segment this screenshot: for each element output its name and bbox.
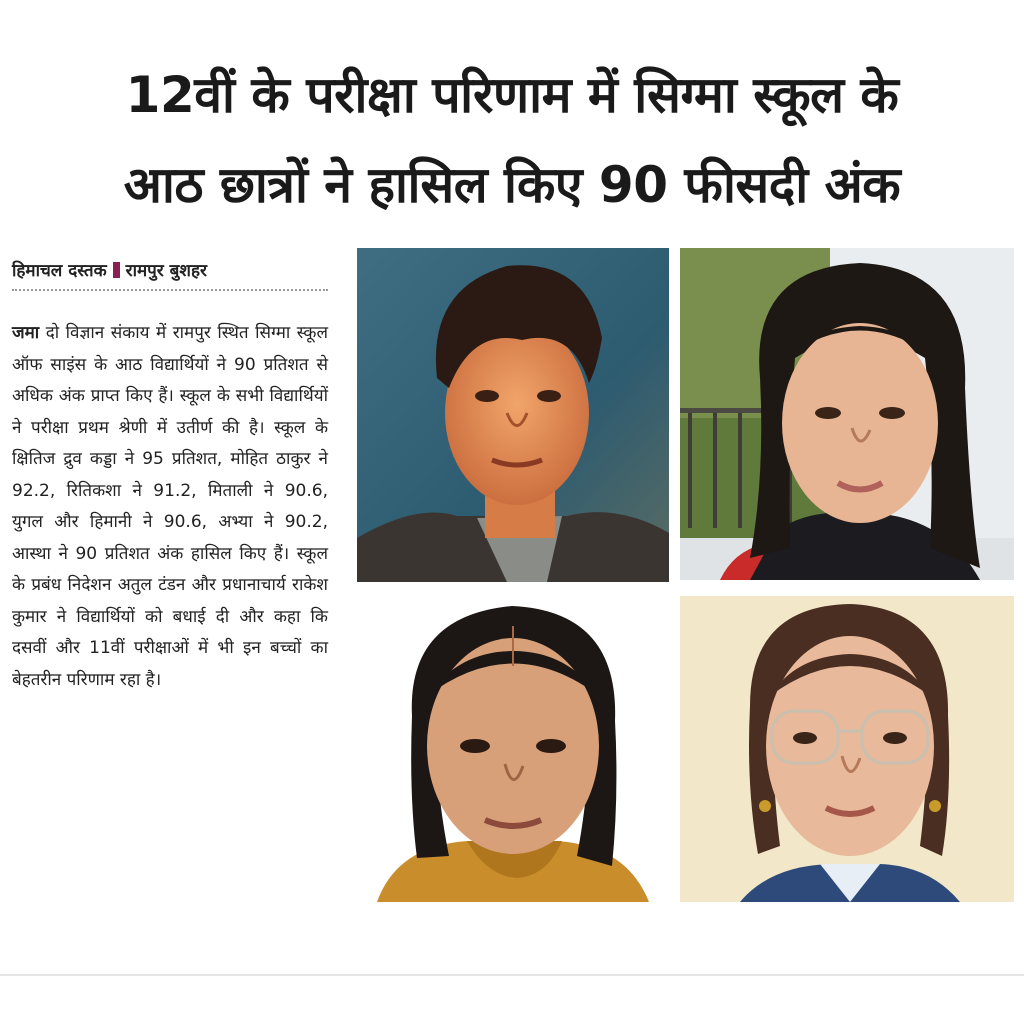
student-photo-1	[357, 248, 669, 582]
student-photo-4	[680, 596, 1014, 902]
lead-word: जमा	[12, 323, 40, 343]
dateline	[12, 258, 328, 291]
dateline-separator	[113, 262, 120, 278]
student-photo-3	[357, 596, 669, 902]
location: रामपुर बुशहर	[125, 261, 207, 281]
headline-line-1: 12वीं के परीक्षा परिणाम में सिग्मा स्कूल के	[125, 66, 899, 124]
article-body	[12, 318, 328, 696]
headline	[14, 50, 1010, 230]
article-body-text: दो विज्ञान संकाय में रामपुर स्थित सिग्मा स्कूल ऑफ साइंस के आठ विद्यार्थियों ने 90 प्रतिशत से अधिक अंक प्राप्त किए हैं। स्कूल के सभी विद्यार्थियों ने परीक्षा प्रथम श्रेणी में उतीर्ण की है। स्कूल के क्षितिज द्रुव कड्डा ने 95 प्रतिशत, मोहित ठाकुर ने 92.2, रितिकशा ने 91.2, मिताली ने 90.6, युगल और हिमानी ने 90.6, अभ्या ने 90.2, आस्था ने 90 प्रतिशत अंक हासिल किए हैं। स्कूल के प्रबंध निदेशन अतुल टंडन और प्रधानाचार्य राकेश कुमार ने विद्यार्थियों को बधाई दी और कहा कि दसवीं और 11वीं परीक्षाओं में भी इन बच्चों का बेहतरीन परिणाम रहा है।	[12, 323, 329, 690]
headline-line-2: आठ छात्रों ने हासिल किए 90 फीसदी अंक	[123, 156, 901, 214]
source-name: हिमाचल दस्तक	[12, 261, 107, 281]
student-photo-2	[680, 248, 1014, 580]
